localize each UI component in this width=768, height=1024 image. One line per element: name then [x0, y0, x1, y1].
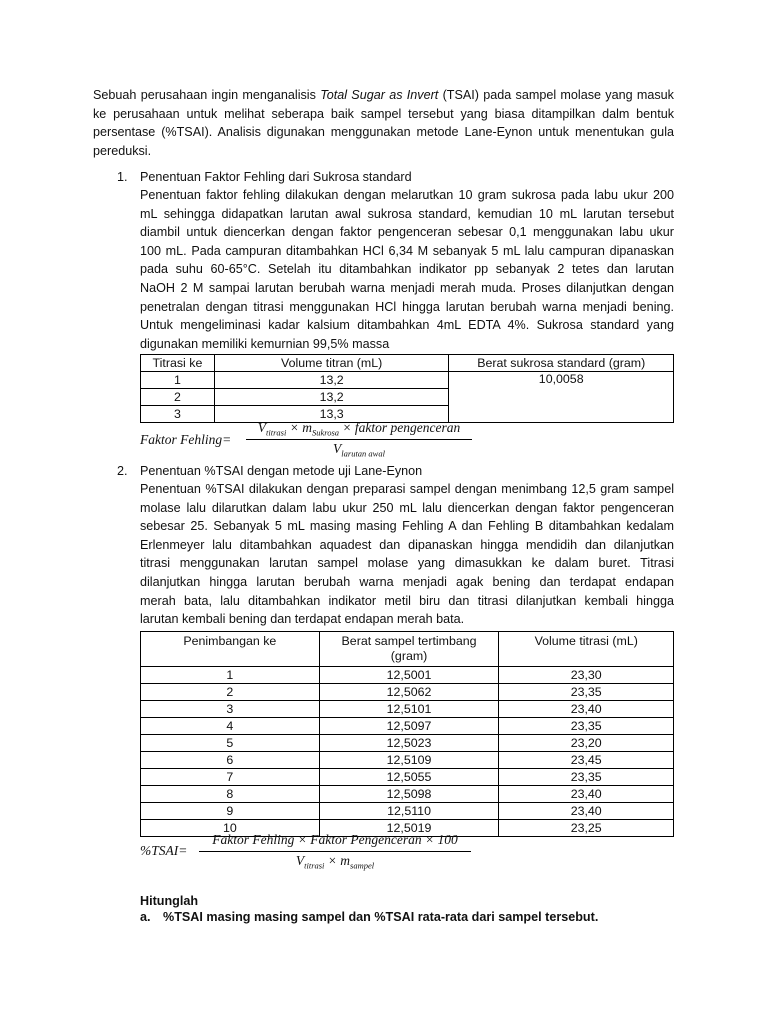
table-cell: 12,5097 [319, 718, 499, 735]
table-cell: 23,40 [499, 701, 674, 718]
table-header: Volume titran (mL) [214, 355, 449, 372]
table-cell: 10 [141, 820, 320, 837]
table-row [141, 803, 674, 820]
section1-line: mL sehingga didapatkan larutan awal sukrosa standard, kemudian 10 mL larutan tersebut [140, 206, 674, 221]
section2-line: larutan kembali bening dan terdapat endapan merah bata. [140, 612, 465, 627]
table-cell: 1 [141, 667, 320, 684]
table-cell: 8 [141, 786, 320, 803]
fraction-bar [199, 851, 471, 852]
table-cell: 23,25 [499, 820, 674, 837]
section1-line: Untuk mengeliminasi kadar kalsium ditambahkan 4mL EDTA 4%. Sukrosa standard yang [140, 318, 674, 333]
table-cell: 12,5055 [319, 769, 499, 786]
table-row [141, 372, 674, 389]
fehling-formula-numerator: $V_{titrasi} \times m_{Sukrosa}$ × faktor pengenceran [257, 420, 461, 438]
section1-number: 1. [117, 170, 128, 184]
table-cell: 12,5001 [319, 667, 499, 684]
tsai-formula-numerator: Faktor Fehling × Faktor Pengenceran × 100 [212, 832, 458, 847]
table-row [141, 701, 674, 718]
table-cell: 23,40 [499, 803, 674, 820]
table-header: Penimbangan ke [141, 632, 320, 667]
section1-line: NaOH 2 M sampai larutan berubah warna menjadi merah muda. Proses dilanjutkan dengan [140, 280, 674, 295]
table-cell: 23,40 [499, 786, 674, 803]
table-cell: 2 [141, 684, 320, 701]
table-row [141, 769, 674, 786]
sucrose-weight-cell: 10,0058 [449, 372, 674, 423]
table-cell: 12,5101 [319, 701, 499, 718]
intro-line: persentase (%TSAI). Analisis digunakan menggunakan metode Lane-Eynon untuk menentukan gula [93, 125, 674, 140]
table-row [141, 786, 674, 803]
table-cell: 6 [141, 752, 320, 769]
section1-line: Penentuan faktor fehling dilakukan dengan melarutkan 10 gram sukrosa pada labu ukur 200 [140, 188, 674, 202]
section1-line: pada suhu 60-65°C. Setelah itu ditambahkan indikator pp sebanyak 2 tetes dan larutan [140, 262, 674, 277]
fehling-formula-denominator: $V_{larutan awal}$ [333, 441, 385, 459]
task-item-label: a. [140, 910, 151, 924]
section2-line: dilanjutkan hingga larutan berubah warna menjadi agak bening dan terdapat endapan [140, 574, 674, 589]
table-header-row [141, 632, 674, 667]
table-header: Berat sampel tertimbang (gram) [319, 632, 499, 667]
table-cell: 1 [141, 372, 215, 389]
table-cell: 12,5098 [319, 786, 499, 803]
section1-line: digunakan memiliki kemurnian 99,5% massa [140, 336, 390, 351]
table-cell: 13,2 [214, 372, 449, 389]
table-cell: 12,5109 [319, 752, 499, 769]
table-cell: 13,3 [214, 406, 449, 423]
section2-paragraph [140, 480, 674, 629]
section2-line: titrasi menggunakan larutan sampel molase yang dimasukkan ke dalam buret. Titrasi [140, 556, 674, 571]
tsai-formula-fraction [199, 832, 471, 871]
fraction-bar [246, 439, 472, 440]
table-cell: 13,2 [214, 389, 449, 406]
section1-line: 100 mL. Pada campuran ditambahkan HCl 6,34 M sebanyak 5 mL lalu campuran dipanaskan [140, 243, 674, 258]
table-row [141, 667, 674, 684]
table-cell: 2 [141, 389, 215, 406]
tsai-formula-denominator: $V_{titrasi} \times m_{sampel}$ [295, 853, 375, 871]
table-cell: 12,5023 [319, 735, 499, 752]
table-row [141, 752, 674, 769]
table-cell: 12,5019 [319, 820, 499, 837]
fehling-formula-fraction [246, 420, 472, 459]
table-cell: 12,5062 [319, 684, 499, 701]
table-cell: 7 [141, 769, 320, 786]
section1-title: Penentuan Faktor Fehling dari Sukrosa standard [140, 170, 412, 184]
table-cell: 3 [141, 406, 215, 423]
section2-number: 2. [117, 464, 128, 478]
table-cell: 23,35 [499, 718, 674, 735]
table-cell: 4 [141, 718, 320, 735]
tsai-formula-lhs: %TSAI= [140, 843, 188, 858]
section1-line: penetralan dengan titrasi menggunakan HCl hingga larutan berubah warna menjadi bening. [140, 299, 674, 314]
table-cell: 12,5110 [319, 803, 499, 820]
sample-table-body [141, 667, 674, 837]
fehling-formula-lhs: Faktor Fehling= [140, 432, 232, 447]
intro-line: ke perusahaan untuk melihat seberapa baik sampel tersebut yang biasa ditampilkan dalm bentuk [93, 106, 674, 121]
table-cell: 23,35 [499, 769, 674, 786]
titration-table [140, 354, 674, 423]
section1-paragraph [140, 186, 674, 353]
table-row [141, 718, 674, 735]
table-row [141, 684, 674, 701]
intro-line: pereduksi. [93, 143, 152, 158]
section2-line: sebesar 25. Sebanyak 5 mL masing masing Fehling A dan Fehling B ditambahkan kedalam [140, 519, 674, 534]
table-header: Titrasi ke [141, 355, 215, 372]
section2-line: Erlenmeyer lalu ditambahkan aquadest dan dipanaskan hingga mendidih dan dilanjutkan [140, 537, 674, 552]
table-cell: 9 [141, 803, 320, 820]
task-item-text: %TSAI masing masing sampel dan %TSAI rata-rata dari sampel tersebut. [163, 910, 599, 924]
sample-table [140, 631, 674, 837]
intro-line: Sebuah perusahaan ingin menganalisis Total Sugar as Invert (TSAI) pada sampel molase yang masuk [93, 88, 674, 102]
table-row [141, 735, 674, 752]
table-cell: 3 [141, 701, 320, 718]
table-cell: 23,30 [499, 667, 674, 684]
section2-line: molase lalu dilarutkan dalam labu ukur 250 mL lalu diencerkan dengan faktor pengenceran [140, 500, 674, 515]
section2-line: merah bata, lalu ditambahkan indikator metil biru dan titrasi dilanjutkan kembali hingga [140, 593, 674, 608]
section1-line: diambil untuk diencerkan dengan faktor pengenceran sebesar 0,1 menggunakan labu ukur [140, 225, 674, 240]
table-header-row [141, 355, 674, 372]
table-cell: 23,20 [499, 735, 674, 752]
section2-title: Penentuan %TSAI dengan metode uji Lane-Eynon [140, 464, 423, 478]
table-header: Berat sukrosa standard (gram) [449, 355, 674, 372]
table-cell: 5 [141, 735, 320, 752]
table-cell: 23,45 [499, 752, 674, 769]
section2-line: Penentuan %TSAI dilakukan dengan preparasi sampel dengan menimbang 12,5 gram sampel [140, 482, 674, 496]
task-heading: Hitunglah [140, 894, 199, 908]
intro-paragraph [93, 86, 674, 160]
table-header: Volume titrasi (mL) [499, 632, 674, 667]
table-cell: 23,35 [499, 684, 674, 701]
